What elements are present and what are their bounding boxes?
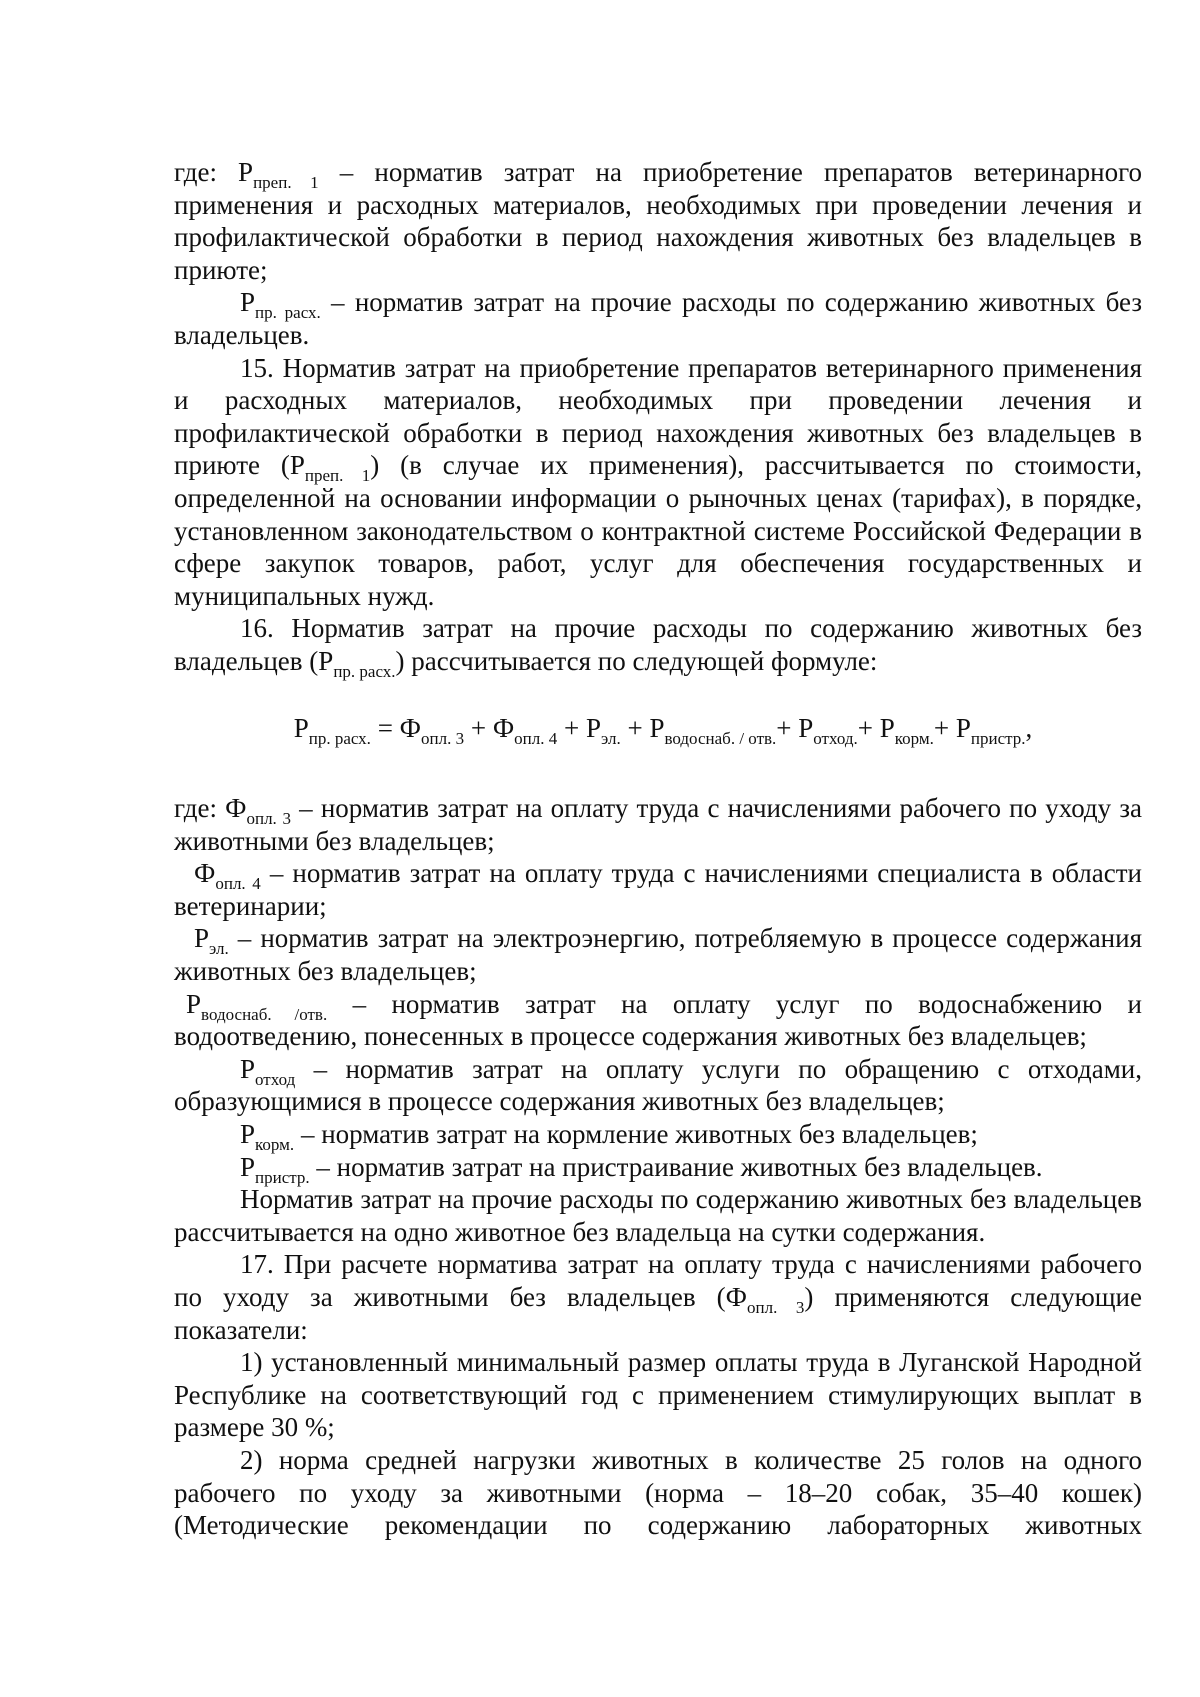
paragraph-item-16 <box>174 612 1142 681</box>
paragraph-definition-rprrash <box>174 286 1142 351</box>
paragraph-definition-rvodosnab <box>174 988 1142 1053</box>
subscript: опл. 3 <box>747 1298 805 1317</box>
text: Р <box>240 1151 256 1182</box>
subscript: пристр. <box>970 728 1026 748</box>
subscript: опл. 3 <box>246 809 291 829</box>
paragraph-item-15 <box>174 352 1142 613</box>
text: Р <box>194 923 210 954</box>
text: – норматив затрат на электроэнергию, потребляемую в процессе содержания животных без владельцев; <box>174 923 1142 987</box>
formula <box>174 712 1142 748</box>
subscript: отход. <box>813 728 858 748</box>
text: – норматив затрат на пристраивание животных без владельцев. <box>309 1151 1043 1182</box>
subscript: пр. расх. <box>333 661 396 681</box>
text: 16. Норматив затрат на прочие расходы по содержанию животных без владельцев (Р <box>174 613 1142 676</box>
subscript: опл. 4 <box>215 874 261 894</box>
formula-term: = Ф <box>370 712 421 743</box>
subscript: пристр. <box>255 1167 310 1187</box>
text: – норматив затрат на прочие расходы по содержанию животных без владельцев. <box>174 287 1142 350</box>
paragraph-definition-rothod <box>174 1053 1142 1118</box>
text: – норматив затрат на оплату труда с начислениями рабочего по уходу за животными без владельцев; <box>174 793 1142 856</box>
paragraph-definition-rel <box>174 922 1142 987</box>
text: 2) норма средней нагрузки животных в количестве 25 голов на одного рабочего по уходу за животными (норма – 18–20 собак, 35–40 кошек) (Методические рекомендации по содержанию лабораторных животных <box>174 1444 1142 1541</box>
subscript: пр. расх. <box>255 303 321 323</box>
text: – норматив затрат на кормление животных без владельцев; <box>294 1119 978 1150</box>
formula-term: , <box>1025 712 1033 743</box>
text: где: Р <box>174 157 254 187</box>
text: Р <box>240 1119 256 1150</box>
formula-term: + Ф <box>464 712 515 743</box>
subscript: водоснаб. / отв. <box>664 728 777 748</box>
text: – норматив затрат на приобретение препаратов ветеринарного применения и расходных материалов, необходимых при проведении лечения и профилактической обработки в период нахождения животных без владельцев в приюте; <box>174 157 1142 285</box>
text: Р <box>186 988 202 1019</box>
formula-term: + Р <box>776 712 814 743</box>
formula-term: + Р <box>620 712 665 743</box>
text: Ф <box>194 858 216 889</box>
text: ) применяются следующие показатели: <box>174 1282 1142 1345</box>
formula-term: + Р <box>857 712 895 743</box>
text: 15. Норматив затрат на приобретение препаратов ветеринарного применения и расходных материалов, необходимых при проведении лечения и профилактической обработки в период нахождения животных без владельцев в приюте (Р <box>174 352 1142 481</box>
text: – норматив затрат на оплату труда с начислениями специалиста в области ветеринарии; <box>174 858 1142 921</box>
text: 17. При расчете норматива затрат на оплату труда с начислениями рабочего по уходу за животными без владельцев (Ф <box>174 1249 1142 1312</box>
text: ) (в случае их применения), рассчитывается по стоимости, определенной на основании информации о рыночных ценах (тарифах), в порядке, установленном законодательством о контрактной системе Российской Федерации в сфере закупок товаров, работ, услуг для обеспечения государственных и муниципальных нужд. <box>174 450 1143 611</box>
subscript: прeп. 1 <box>253 173 319 192</box>
subscript: водоснаб. /отв. <box>201 1004 328 1024</box>
text: Р <box>240 287 256 318</box>
subscript: эл. <box>209 939 229 959</box>
text: Р <box>240 1053 256 1084</box>
text: где: Ф <box>174 793 247 824</box>
subscript: корм. <box>255 1135 295 1155</box>
paragraph-definition-rpristr <box>174 1151 1142 1187</box>
subscript: эл. <box>601 728 621 748</box>
subscript: отход <box>255 1069 296 1089</box>
paragraph-subitem-2 <box>174 1444 1142 1542</box>
text: – норматив затрат на оплату услуг по водоснабжению и водоотведению, понесенных в процессе содержания животных без владельцев; <box>174 988 1142 1052</box>
paragraph-definition-rprep <box>174 156 1142 286</box>
subscript: корм. <box>894 728 934 748</box>
text: ) рассчитывается по следующей формуле: <box>395 645 878 676</box>
paragraph-subitem-1 <box>174 1346 1142 1444</box>
subscript: опл. 3 <box>421 728 465 748</box>
document-page <box>174 156 1142 1542</box>
paragraph-definition-fopl3 <box>174 792 1142 857</box>
subscript: опл. 4 <box>514 728 558 748</box>
text: – норматив затрат на оплату услуги по обращению с отходами, образующимися в процессе содержания животных без владельцев; <box>174 1053 1142 1117</box>
subscript: пр. расх. <box>308 728 371 748</box>
paragraph-definition-fopl4 <box>174 857 1142 922</box>
text: Норматив затрат на прочие расходы по содержанию животных без владельцев рассчитывается на одно животное без владельца на сутки содержания. <box>174 1184 1142 1247</box>
subscript: прeп. 1 <box>304 466 371 486</box>
formula-term: + Р <box>557 712 601 743</box>
paragraph-norm-note <box>174 1183 1142 1248</box>
formula-term: Р <box>293 712 309 743</box>
formula-term: + Р <box>933 712 971 743</box>
paragraph-definition-rkorm <box>174 1118 1142 1155</box>
text: 1) установленный минимальный размер оплаты труда в Луганской Народной Республике на соответствующий год с применением стимулирующих выплат в размере 30 %; <box>174 1347 1142 1443</box>
paragraph-item-17 <box>174 1248 1142 1346</box>
